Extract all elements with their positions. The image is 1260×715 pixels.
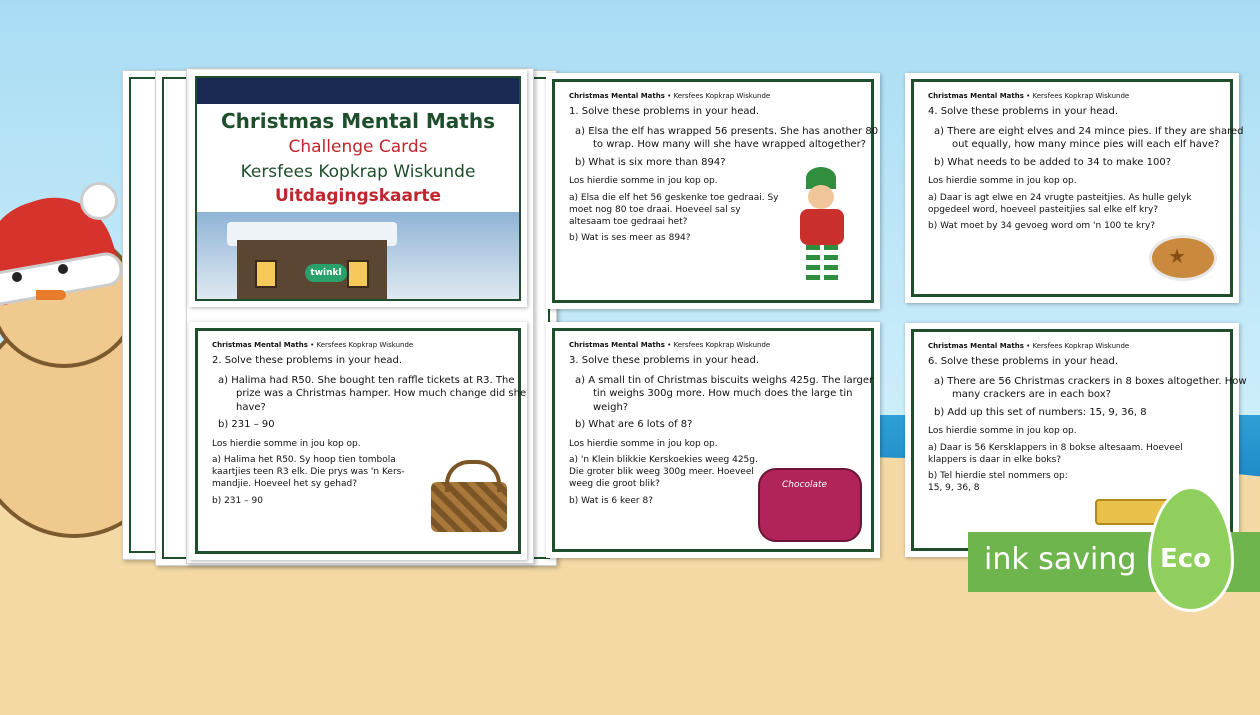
- title-afrikaans: Kersfees Kopkrap Wiskunde: [240, 161, 476, 182]
- card-part-b: b) 231 – 90: [218, 419, 275, 431]
- card-af-b: b) Wat moet by 34 gevoeg word om 'n 100 te kry?: [928, 220, 1156, 231]
- card-af-intro: Los hierdie somme in jou kop op.: [569, 438, 718, 449]
- twinkl-logo: twinkl: [305, 264, 347, 282]
- card-af-a: a) Elsa die elf het 56 geskenke toe gedraai. Sy moet nog 80 toe draai. Hoeveel sal sy altesaam toe gedraai het?: [569, 192, 779, 227]
- card-header: Christmas Mental Maths • Kersfees Kopkrap Wiskunde: [569, 341, 771, 349]
- card-af-a: a) Daar is 56 Kersklappers in 8 bokse altesaam. Hoeveel klappers is daar in elke boks?: [928, 442, 1183, 465]
- elf-illustration: [796, 167, 848, 287]
- challenge-card-3: [546, 322, 880, 558]
- title-english: Christmas Mental Maths: [221, 109, 495, 133]
- card-af-b: b) Tel hierdie stel nommers op: 15, 9, 36, 8: [928, 470, 1068, 493]
- card-question: 3. Solve these problems in your head.: [569, 355, 760, 367]
- challenge-card-2: [189, 322, 527, 560]
- challenge-card-4: [905, 73, 1244, 303]
- card-question: 6. Solve these problems in your head.: [928, 356, 1119, 368]
- card-part-b: b) What is six more than 894?: [575, 156, 726, 168]
- chocolate-tin-illustration: [758, 468, 862, 542]
- winter-scene-illustration: [197, 212, 519, 299]
- card-af-b: b) Wat is ses meer as 894?: [569, 233, 691, 243]
- card-part-a: a) Halima had R50. She bought ten raffle tickets at R3. The prize was a Christmas hamper. How much change did she have?: [218, 374, 527, 413]
- card-af-intro: Los hierdie somme in jou kop op.: [569, 176, 718, 187]
- card-part-a: a) There are 56 Christmas crackers in 8 boxes altogether. How many crackers are in each box?: [934, 375, 1247, 401]
- card-af-intro: Los hierdie somme in jou kop op.: [928, 176, 1077, 187]
- card-part-a: a) A small tin of Christmas biscuits weighs 425g. The larger tin weighs 300g more. How much does the large tin weigh?: [575, 374, 874, 413]
- card-part-a: a) There are eight elves and 24 mince pies. If they are shared out equally, how many mince pies will each elf have?: [934, 125, 1244, 151]
- ink-saving-text: ink saving: [984, 542, 1137, 577]
- card-af-b: b) Wat is 6 keer 8?: [569, 495, 653, 506]
- card-part-a: a) Elsa the elf has wrapped 56 presents. She has another 80 to wrap. How many will she have wrapped altogether?: [575, 125, 879, 151]
- challenge-card-1: [546, 73, 880, 309]
- card-af-a: a) 'n Klein blikkie Kerskoekies weeg 425g. Die groter blik weeg 300g meer. Hoeveel weeg die groot blik?: [569, 455, 758, 490]
- card-af-b: b) 231 – 90: [212, 495, 263, 506]
- card-header: Christmas Mental Maths • Kersfees Kopkrap Wiskunde: [212, 341, 414, 349]
- night-sky: [197, 78, 519, 106]
- card-header: Christmas Mental Maths • Kersfees Kopkrap Wiskunde: [928, 92, 1130, 100]
- card-question: 4. Solve these problems in your head.: [928, 106, 1119, 118]
- card-af-a: a) Halima het R50. Sy hoop tien tombola kaartjies teen R3 elk. Die prys was 'n Kers-mandjie. Hoeveel het sy gehad?: [212, 455, 405, 490]
- card-part-b: b) What are 6 lots of 8?: [575, 419, 693, 431]
- card-header: Christmas Mental Maths • Kersfees Kopkrap Wiskunde: [569, 92, 771, 100]
- chocolate-tin-label: Chocolate: [782, 480, 828, 490]
- card-af-intro: Los hierdie somme in jou kop op.: [212, 438, 361, 449]
- card-af-intro: Los hierdie somme in jou kop op.: [928, 426, 1077, 437]
- subtitle-english: Challenge Cards: [288, 137, 428, 157]
- card-af-a: a) Daar is agt elwe en 24 vrugte pasteitjies. As hulle gelyk opgedeel word, hoeveel pasteitjies sal elke elf kry?: [928, 192, 1192, 215]
- card-part-b: b) Add up this set of numbers: 15, 9, 36, 8: [934, 406, 1147, 418]
- card-question: 2. Solve these problems in your head.: [212, 355, 403, 367]
- card-header: Christmas Mental Maths • Kersfees Kopkrap Wiskunde: [928, 342, 1130, 350]
- eco-label: Eco: [1160, 544, 1212, 574]
- title-card: [189, 70, 527, 307]
- card-part-b: b) What needs to be added to 34 to make 100?: [934, 156, 1172, 168]
- card-question: 1. Solve these problems in your head.: [569, 106, 760, 118]
- mince-pie-illustration: ★: [1149, 235, 1217, 281]
- subtitle-afrikaans: Uitdagingskaarte: [274, 185, 442, 206]
